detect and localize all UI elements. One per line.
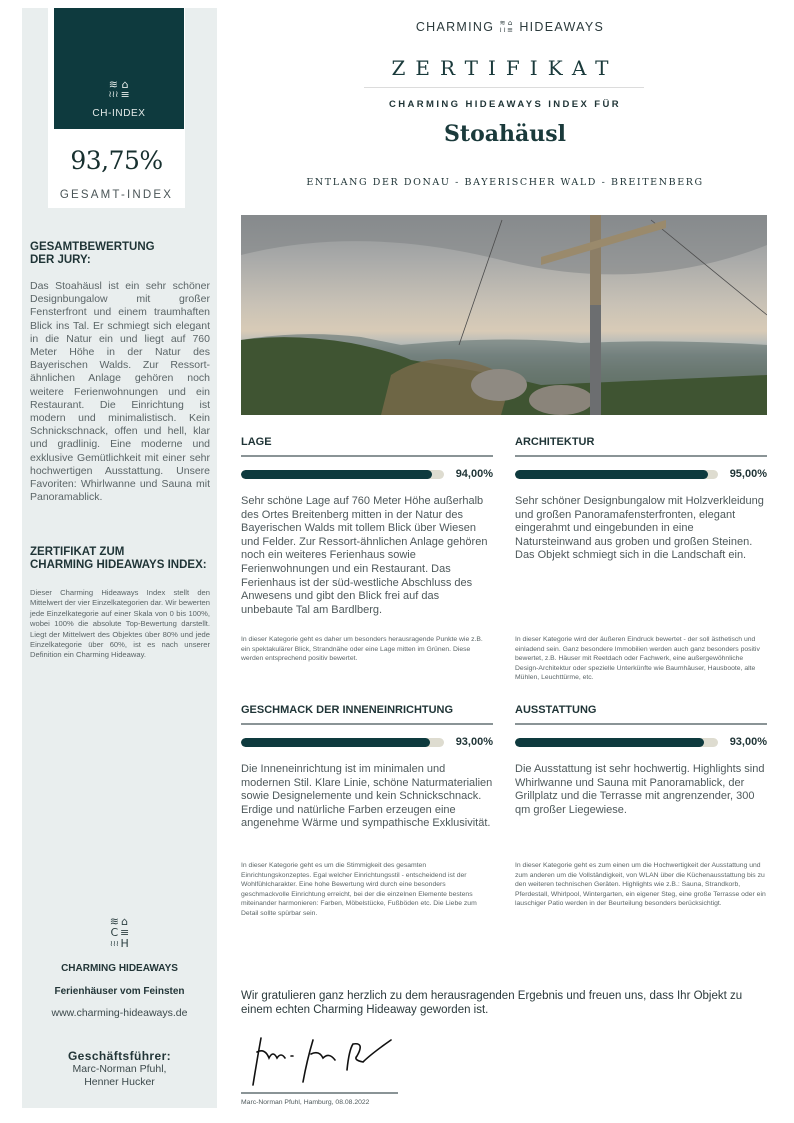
h-letter-icon: H [120, 937, 129, 950]
category-inneneinrichtung [241, 703, 493, 917]
score-value: 93,00% [729, 736, 767, 748]
managers-name-2: Henner Hucker [84, 1076, 155, 1088]
score-bar-fill [241, 738, 430, 747]
score-bar [515, 470, 718, 479]
heat-icon: ≀≀ [499, 26, 508, 34]
footer-website-link[interactable]: www.charming-hideaways.de [51, 1007, 188, 1019]
index-info-heading-line2: CHARMING HIDEAWAYS INDEX: [30, 559, 207, 571]
category-ausstattung [515, 703, 767, 908]
index-card [48, 8, 185, 208]
house-icon: ⌂ [121, 915, 129, 928]
house-icon: ⌂ [121, 78, 129, 91]
total-index-label: GESAMT-INDEX [59, 189, 174, 201]
jury-heading-line1: GESAMTBEWERTUNG [30, 241, 155, 253]
category-description: Sehr schöner Designbungalow mit Holzverkleidung und großen Panoramafensterfronten, elegant eingerahmt und eingebunden in eine Natursteinwand aus groben und großen Steinen. Das Objekt schmiegt sich in die Landschaft ein. [515, 495, 764, 562]
managers-label: Geschäftsführer: [67, 1049, 172, 1063]
jury-text: Das Stoahäusl ist ein sehr schöner Designbungalow mit großer Fensterfront und einem traumhaften Blick ins Tal. Er schmiegt sich elegant in die Natur ein und liegt auf 760 Meter Höhe in der Natur des Bayerischen Walds. Zur Ressort-ähnlichen Anlage gehören noch weitere Ferienwohnungen und ein Restaurant. Die Einrichtung ist modern und minimalistisch. Kein Schnickschnack, offen und hell, klar und gradlinig. Eine moderne und exklusive Gemütlichkeit mit einer sehr hochwertigen Ausstattung. Unsere Favoriten: Whirlwanne und Sauna mit Panoramablick. [30, 280, 210, 504]
sidebar [22, 8, 217, 1108]
landscape-illustration [241, 215, 767, 415]
category-title: GESCHMACK DER INNENEINRICHTUNG [241, 703, 493, 725]
heat-icon: ≀≀≀ [109, 939, 119, 948]
ch-index-label: CH-INDEX [92, 108, 146, 119]
category-title: LAGE [241, 435, 493, 457]
category-note: In dieser Kategorie wird der äußeren Eindruck bewertet - der soll ästhetisch und einladend sein. Ganz besondere Immobilien werden auch ganz besonders positiv bewertet, z.B. Häuser mit Reetdach oder Fachwerk, eine außergewöhnliche Design-Architektur oder spezielle Unterkünfte wie Baumhäuser, Hausboote, alte Mühlen, Leuchttürme, etc. [515, 636, 760, 682]
cloud-layer [241, 215, 767, 274]
footer-brand: CHARMING HIDEAWAYS [61, 963, 178, 974]
category-description: Sehr schöne Lage auf 760 Meter Höhe außerhalb des Ortes Breitenberg mitten in der Natur des Bayerischen Walds mit tollem Blick über Wiesen und Felder. Zur Ressort-ähnlichen Anlage gehören noch ein weiteres Ferienhaus sowie Ferienwohnungen und ein Restaurant. Das Ferienhaus ist der süd-westliche Abschluss des Anwesens und gibt den Blick frei auf das unbebaute Tal am Bardlberg. [241, 495, 488, 616]
brand-right: HIDEAWAYS [519, 20, 605, 34]
boulder [529, 385, 593, 415]
certificate-subtitle: CHARMING HIDEAWAYS INDEX FÜR [388, 99, 622, 110]
charming-hideaways-logo-icon [108, 80, 129, 100]
waves-icon: ≋ [499, 19, 507, 27]
score-bar-fill [241, 470, 432, 479]
lines-icon: ≡ [120, 88, 130, 101]
score-row [241, 735, 493, 749]
property-name: Stoahäusl [444, 121, 566, 147]
score-row [515, 735, 767, 749]
category-note: In dieser Kategorie geht es zum einen um die Hochwertigkeit der Ausstattung und zum anderen um die Vollständigkeit, von WLAN über die Küchenausstattung bis zu den weiteren technischen Geräten. Highlights wie z.B.: Sauna, Strandkorb, Pferdestall, Whirlpool, Wintergarten, ein eigener Steg, eine große Terrasse oder ein lauschiger Patio werden in der Beurteilung besonders berücksichtigt. [515, 862, 766, 908]
brand-logo-icon [499, 20, 514, 34]
score-value: 94,00% [455, 468, 493, 480]
lines-icon: ≡ [120, 926, 130, 939]
summit-cross-base [590, 305, 601, 415]
index-info-heading [30, 546, 210, 572]
brand-header [360, 20, 660, 34]
category-lage [241, 435, 493, 663]
score-value: 95,00% [729, 468, 767, 480]
score-row [241, 467, 493, 481]
jury-heading [30, 241, 210, 267]
index-info-text: Dieser Charming Hideaways Index stellt den Mittelwert der vier Einzelkategorien dar. Wir bewerten jede Einzelkategorie auf einer Skala von 0 bis 100%, wobei 100% die absolute Top-Bewertung darstellt. Liegt der Mittelwert des Objektes über 80% und jede Einzelkategorie über 60%, ist es nach unserer Definition ein Charming Hideaway. [30, 588, 210, 660]
certificate-title: ZERTIFIKAT [391, 56, 619, 80]
charming-hideaways-stacked-logo-icon [110, 916, 129, 949]
brand-left: CHARMING [415, 20, 495, 34]
total-index-value: 93,75% [70, 146, 163, 175]
congratulations-text: Wir gratulieren ganz herzlich zu dem herausragenden Ergebnis und freuen uns, dass Ihr Objekt zu einem echten Charming Hideaway geworden ist. [241, 990, 743, 1016]
category-description: Die Inneneinrichtung ist im minimalen und modernen Stil. Klare Linie, schöne Naturmaterialien sowie Designelemente und kein Schnickschnack. Erdige und natürliche Farben erzeugen eine angenehme Wärme und sympathische Exklusivität. [241, 763, 493, 830]
score-bar-fill [515, 470, 708, 479]
score-value: 93,00% [455, 736, 493, 748]
score-row [515, 467, 767, 481]
score-bar [515, 738, 718, 747]
managers-name-1: Marc-Norman Pfuhl, [72, 1063, 167, 1075]
property-photo [241, 215, 767, 415]
score-bar [241, 738, 444, 747]
ch-index-badge [54, 8, 184, 129]
boulder [471, 369, 527, 401]
signature-line [241, 1092, 398, 1094]
c-letter-icon: C [110, 926, 119, 939]
waves-icon: ≋ [108, 78, 118, 91]
property-location: ENTLANG DER DONAU - BAYERISCHER WALD - BREITENBERG [306, 177, 704, 188]
category-title: ARCHITEKTUR [515, 435, 767, 457]
lines-icon: ≡ [507, 26, 515, 34]
category-note: In dieser Kategorie geht es um die Stimmigkeit des gesamten Einrichtungskonzeptes. Egal welcher Einrichtungsstil - entscheidend ist der Wohlfühlcharakter. Eine hohe Bewertung wird durch eine besonders geschmackvolle Einrichtung erreicht, bei der die einzelnen Elemente bestens miteinander harmonieren: Farben, Möbelstücke, Fußböden etc. Die Liebe zum Detail sollte spürbar sein. [241, 862, 477, 917]
category-note: In dieser Kategorie geht es daher um besonders herausragende Punkte wie z.B. ein spektakulärer Blick, Strandnähe oder eine Lage mitten im Grünen. Diese werden entsprechend positiv bewertet. [241, 636, 483, 663]
footer-tagline: Ferienhäuser vom Feinsten [54, 986, 185, 997]
title-divider [364, 87, 644, 88]
jury-heading-line2: DER JURY: [30, 254, 91, 266]
waves-icon: ≋ [109, 915, 119, 928]
signature-caption: Marc-Norman Pfuhl, Hamburg, 08.08.2022 [241, 1099, 370, 1106]
sidebar-footer [22, 912, 217, 1089]
index-info-heading-line1: ZERTIFIKAT ZUM [30, 546, 125, 558]
category-architektur [515, 435, 767, 682]
score-bar [241, 470, 444, 479]
category-title: AUSSTATTUNG [515, 703, 767, 725]
house-icon: ⌂ [507, 19, 514, 27]
category-description: Die Ausstattung ist sehr hochwertig. Highlights sind Whirlwanne und Sauna mit Panoramablick, der Grillplatz und die Terrasse mit angrenzender, 300 qm großer Liegewiese. [515, 763, 765, 816]
signature-image [243, 1030, 393, 1090]
signature-stroke [253, 1038, 391, 1085]
heat-icon: ≀≀≀ [108, 90, 119, 100]
score-bar-fill [515, 738, 704, 747]
